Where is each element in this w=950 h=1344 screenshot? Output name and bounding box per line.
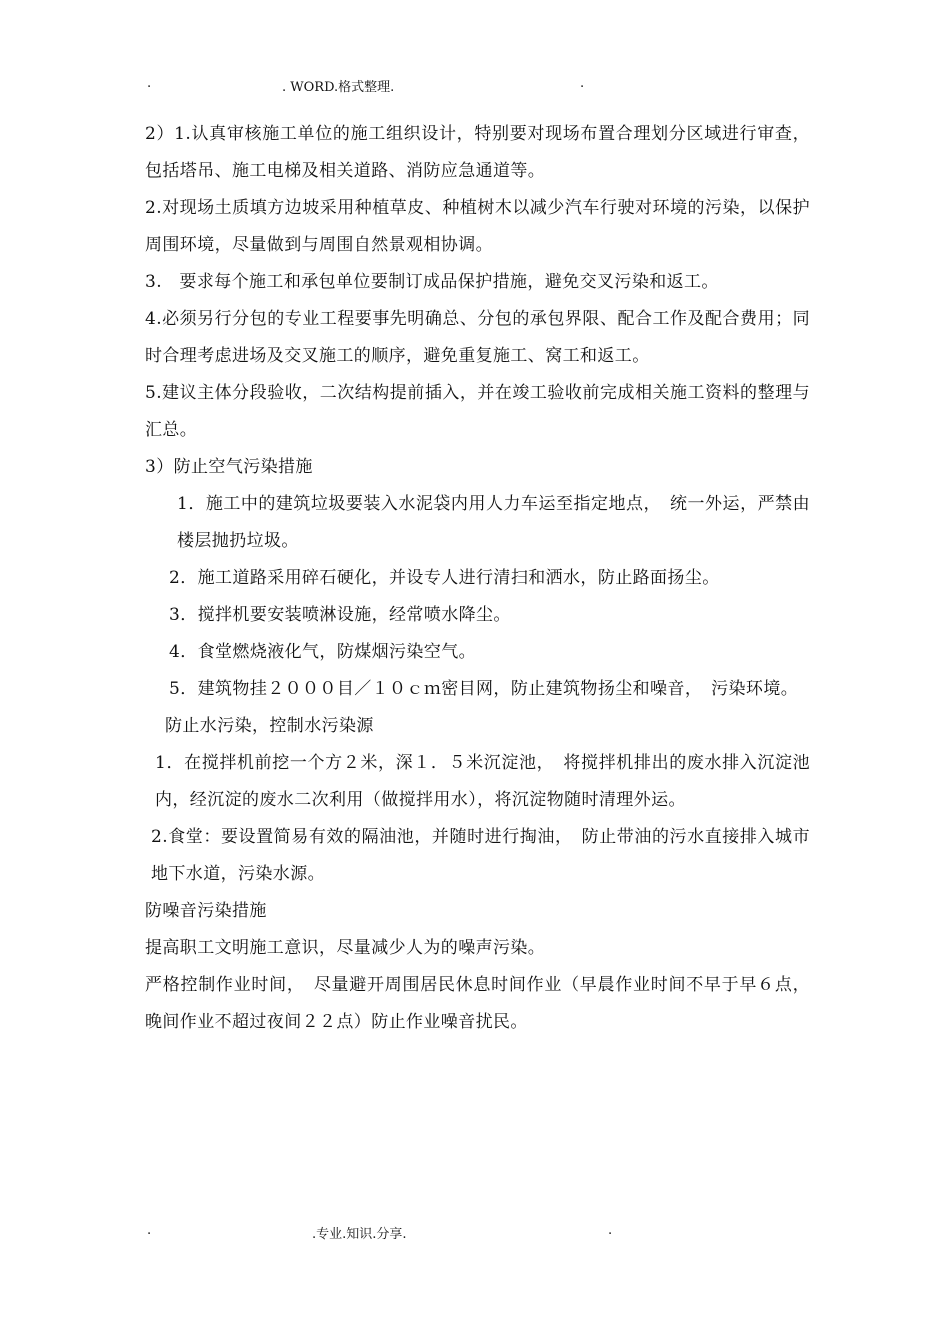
paragraph-4: 4.必须另行分包的专业工程要事先明确总、分包的承包界限、配合工作及配合费用；同时合理考虑进场及交叉施工的顺序，避免重复施工、窝工和返工。 — [145, 309, 810, 366]
page-footer — [0, 1223, 950, 1243]
paragraph-2: 2.对现场土质填方边坡采用种植草皮、种植树木以减少汽车行驶对环境的污染，以保护周围环境，尽量做到与周围自然景观相协调。 — [145, 198, 810, 255]
paragraph-water-2: 2.食堂：要设置简易有效的隔油池，并随时进行掏油， 防止带油的污水直接排入城市地下水道，污染水源。 — [151, 827, 810, 884]
document-body — [145, 116, 810, 1041]
paragraph-1: 2）1.认真审核施工单位的施工组织设计，特别要对现场布置合理划分区域进行审查，包括塔吊、施工电梯及相关道路、消防应急通道等。 — [145, 124, 810, 181]
paragraph-noise-1: 提高职工文明施工意识，尽量减少人为的噪声污染。 — [145, 938, 546, 958]
paragraph-air-2: 2．施工道路采用碎石硬化，并设专人进行清扫和洒水，防止路面扬尘。 — [169, 568, 720, 588]
header-dot-left: . — [147, 76, 152, 91]
section-heading-water: 防止水污染，控制水污染源 — [165, 716, 374, 736]
paragraph-water-1: 1．在搅拌机前挖一个方２米，深１．５米沉淀池， 将搅拌机排出的废水排入沉淀池内，经沉淀的废水二次利用（做搅拌用水），将沉淀物随时清理外运。 — [155, 753, 810, 810]
footer-title: .专业.知识.分享. — [312, 1227, 407, 1242]
paragraph-air-3: 3．搅拌机要安装喷淋设施，经常喷水降尘。 — [169, 605, 511, 625]
footer-dot-left: . — [147, 1223, 152, 1238]
section-heading-air: 3）防止空气污染措施 — [145, 457, 313, 477]
paragraph-air-1: 1．施工中的建筑垃圾要装入水泥袋内用人力车运至指定地点， 统一外运，严禁由楼层抛扔垃圾。 — [177, 494, 810, 551]
paragraph-air-5: 5．建筑物挂２０００目／１０ｃｍ密目网，防止建筑物扬尘和噪音， 污染环境。 — [169, 679, 799, 699]
section-heading-noise: 防噪音污染措施 — [145, 901, 267, 921]
page-header — [0, 76, 950, 96]
footer-dot-right: . — [608, 1223, 613, 1238]
header-title: . WORD.格式整理. — [282, 80, 395, 95]
paragraph-3: 3. 要求每个施工和承包单位要制订成品保护措施，避免交叉污染和返工。 — [145, 272, 719, 292]
paragraph-5: 5.建议主体分段验收，二次结构提前插入，并在竣工验收前完成相关施工资料的整理与汇总。 — [145, 383, 810, 440]
header-dot-right: . — [580, 76, 585, 91]
paragraph-noise-2: 严格控制作业时间， 尽量避开周围居民休息时间作业（早晨作业时间不早于早６点，晚间作业不超过夜间２２点）防止作业噪音扰民。 — [145, 975, 810, 1032]
paragraph-air-4: 4．食堂燃烧液化气，防煤烟污染空气。 — [169, 642, 477, 662]
